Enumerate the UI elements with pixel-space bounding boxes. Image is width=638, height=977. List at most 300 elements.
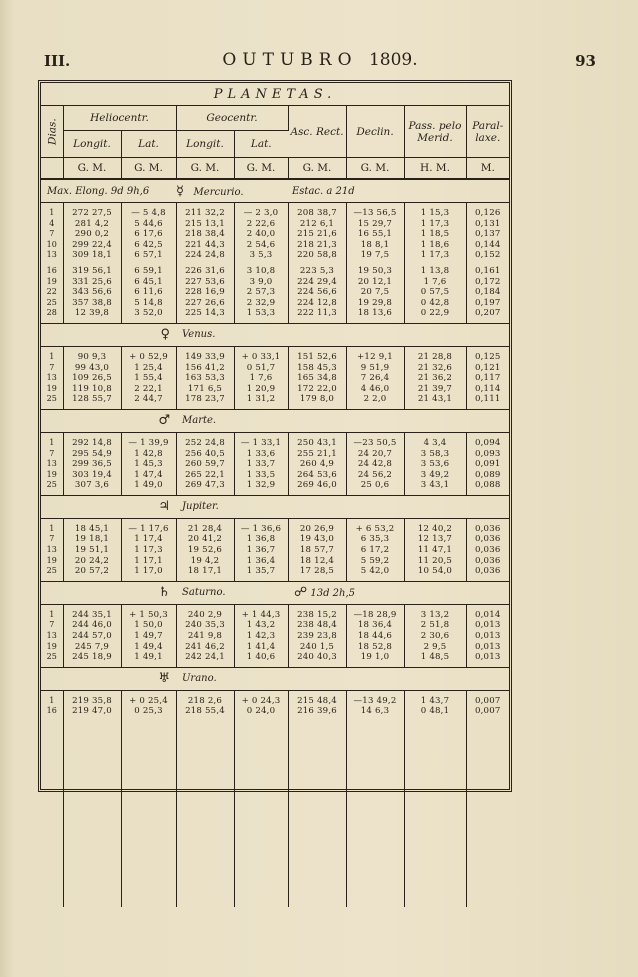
day-cell: 13 [41, 631, 63, 642]
day-cell: 7 [41, 449, 63, 460]
value-cell: 19 29,8 [346, 298, 404, 309]
mercury-rows-b [41, 266, 509, 319]
value-cell: 21 36,2 [404, 373, 466, 384]
day-cell: 7 [41, 229, 63, 240]
value-cell: 0,036 [474, 566, 501, 577]
value-cell: 2 44,7 [121, 394, 176, 405]
value-cell: 242 24,1 [176, 652, 234, 663]
unit: G. M. [176, 158, 234, 180]
page-title: OUTUBRO 1809. [222, 50, 418, 70]
value-cell: — 1 36,6 [234, 524, 288, 535]
saturn-opposition-note: 13d 2h,5 [310, 588, 356, 600]
mars-rows [41, 438, 509, 491]
value-cell: 319 56,1 [63, 266, 121, 277]
value-cell: 240 40,3 [288, 652, 346, 663]
day-cell: 1 [41, 352, 63, 363]
day-cell: 13 [41, 545, 63, 556]
value-cell: + 0 24,3 [234, 696, 288, 707]
value-cell: 1 17,3 [404, 219, 466, 230]
value-cell: 19 7,5 [346, 250, 404, 261]
value-cell: 1 45,3 [121, 459, 176, 470]
value-cell: 219 35,8 [63, 696, 121, 707]
value-cell: —23 50,5 [346, 438, 404, 449]
day-cell: 19 [41, 642, 63, 653]
header-dias: Dias. [41, 106, 63, 158]
day-cell: 13 [41, 459, 63, 470]
value-cell: 0,152 [474, 250, 501, 261]
value-cell: 5 14,8 [121, 298, 176, 309]
day-cell: 19 [41, 556, 63, 567]
table-row [41, 277, 509, 288]
value-cell: 1 15,3 [404, 208, 466, 219]
value-cell: 1 18,6 [404, 240, 466, 251]
value-cell: + 0 52,9 [121, 352, 176, 363]
value-cell: 21 43,1 [404, 394, 466, 405]
value-cell: 1 43,7 [404, 696, 466, 707]
table-row [41, 219, 509, 230]
table-title: PLANETAS. [41, 83, 509, 106]
value-cell: 158 45,3 [288, 363, 346, 374]
value-cell: 220 58,8 [288, 250, 346, 261]
value-cell: 3 9,0 [234, 277, 288, 288]
value-cell: 6 45,1 [121, 277, 176, 288]
value-cell: 21 28,4 [176, 524, 234, 535]
table-row [41, 480, 509, 491]
value-cell: 281 4,2 [63, 219, 121, 230]
value-cell: 0 25,3 [121, 706, 176, 717]
value-cell: 3 58,3 [404, 449, 466, 460]
table-row [41, 534, 509, 545]
saturn-name: Saturno. [176, 581, 288, 604]
day-cell: 13 [41, 250, 63, 261]
table-row [41, 287, 509, 298]
value-cell: 3 49,2 [404, 470, 466, 481]
value-cell: 5 44,6 [121, 219, 176, 230]
value-cell: 1 33,7 [234, 459, 288, 470]
value-cell: 227 53,6 [176, 277, 234, 288]
header-declination: Declin. [346, 106, 404, 158]
value-cell: 12 40,2 [404, 524, 466, 535]
value-cell: 19 43,0 [288, 534, 346, 545]
value-cell: 290 0,2 [63, 229, 121, 240]
header-geo-lat: Lat. [234, 131, 288, 158]
value-cell: 19 1,0 [346, 652, 404, 663]
value-cell: 18 45,1 [63, 524, 121, 535]
table-row [41, 566, 509, 577]
day-cell: 28 [41, 308, 63, 319]
value-cell: 218 2,6 [176, 696, 234, 707]
table-row [41, 250, 509, 261]
value-cell: 0,093 [474, 448, 501, 459]
value-cell: 3 10,8 [234, 266, 288, 277]
value-cell: 156 41,2 [176, 363, 234, 374]
value-cell: 0,121 [474, 362, 501, 373]
value-cell: 18 36,4 [346, 620, 404, 631]
day-cell: 19 [41, 470, 63, 481]
value-cell: 20 57,2 [63, 566, 121, 577]
value-cell: 0 42,8 [404, 298, 466, 309]
value-cell: +12 9,1 [346, 352, 404, 363]
value-cell: 0 48,1 [404, 706, 466, 717]
value-cell: 226 31,6 [176, 266, 234, 277]
value-cell: 0,091 [474, 459, 501, 470]
value-cell: 299 36,5 [63, 459, 121, 470]
value-cell: 18 8,1 [346, 240, 404, 251]
value-cell: 0,125 [474, 351, 501, 362]
value-cell: 1 53,3 [234, 308, 288, 319]
value-cell: 99 43,0 [63, 363, 121, 374]
value-cell: 238 48,4 [288, 620, 346, 631]
day-cell: 16 [41, 706, 63, 717]
value-cell: 0,007 [474, 695, 501, 706]
value-cell: 21 32,6 [404, 363, 466, 374]
table-row [41, 470, 509, 481]
table-row [41, 394, 509, 405]
value-cell: 0,161 [474, 265, 501, 276]
value-cell: 19 50,3 [346, 266, 404, 277]
value-cell: 6 59,1 [121, 266, 176, 277]
day-cell: 19 [41, 277, 63, 288]
table-row [41, 459, 509, 470]
day-cell: 25 [41, 298, 63, 309]
unit: G. M. [121, 158, 176, 180]
value-cell: 6 35,3 [346, 534, 404, 545]
value-cell: 12 13,7 [404, 534, 466, 545]
value-cell: 20 24,2 [63, 556, 121, 567]
value-cell: 6 11,6 [121, 287, 176, 298]
value-cell: 255 21,1 [288, 449, 346, 460]
day-cell: 7 [41, 363, 63, 374]
value-cell: 19 18,1 [63, 534, 121, 545]
uranus-rows [41, 696, 509, 717]
running-head [40, 50, 600, 74]
value-cell: 264 53,6 [288, 470, 346, 481]
value-cell: 1 18,5 [404, 229, 466, 240]
value-cell: 250 43,1 [288, 438, 346, 449]
table-row [41, 229, 509, 240]
section-number: III. [44, 52, 71, 70]
table-row [41, 266, 509, 277]
value-cell: 0,131 [474, 218, 501, 229]
table-row [41, 449, 509, 460]
day-cell: 13 [41, 373, 63, 384]
table-row [41, 706, 509, 717]
table-row [41, 610, 509, 621]
value-cell: 0,013 [474, 652, 501, 663]
value-cell: 6 57,1 [121, 250, 176, 261]
mercury-station-note: Estac. a 21d [288, 179, 509, 203]
value-cell: 24 42,8 [346, 459, 404, 470]
value-cell: 18 12,4 [288, 556, 346, 567]
value-cell: —13 49,2 [346, 696, 404, 707]
value-cell: 269 46,0 [288, 480, 346, 491]
value-cell: 228 16,9 [176, 287, 234, 298]
value-cell: 5 42,0 [346, 566, 404, 577]
value-cell: 240 35,3 [176, 620, 234, 631]
value-cell: 1 7,6 [234, 373, 288, 384]
value-cell: 224 29,4 [288, 277, 346, 288]
value-cell: 0 57,5 [404, 287, 466, 298]
value-cell: 5 59,2 [346, 556, 404, 567]
value-cell: 224 56,6 [288, 287, 346, 298]
value-cell: 215 13,1 [176, 219, 234, 230]
value-cell: 260 4,9 [288, 459, 346, 470]
value-cell: 1 47,4 [121, 470, 176, 481]
value-cell: 216 39,6 [288, 706, 346, 717]
table-row [41, 384, 509, 395]
value-cell: 163 53,3 [176, 373, 234, 384]
value-cell: 3 43,1 [404, 480, 466, 491]
value-cell: 0 24,0 [234, 706, 288, 717]
table-row [41, 352, 509, 363]
table-row [41, 556, 509, 567]
value-cell: 224 24,8 [176, 250, 234, 261]
value-cell: + 6 53,2 [346, 524, 404, 535]
value-cell: 2 30,6 [404, 631, 466, 642]
value-cell: 4 3,4 [404, 438, 466, 449]
value-cell: 18 17,1 [176, 566, 234, 577]
value-cell: 1 17,1 [121, 556, 176, 567]
day-cell: 16 [41, 266, 63, 277]
unit: G. M. [234, 158, 288, 180]
value-cell: 0,036 [474, 555, 501, 566]
value-cell: 19 51,1 [63, 545, 121, 556]
header-geo-longit: Longit. [176, 131, 234, 158]
value-cell: 1 17,3 [404, 250, 466, 261]
mercury-elongation-note: Max. Elong. 9d 9h,6 [41, 179, 176, 203]
value-cell: 212 6,1 [288, 219, 346, 230]
value-cell: 1 42,8 [121, 449, 176, 460]
opposition-icon: ☍ [294, 585, 308, 601]
uranus-name: Urano. [176, 667, 509, 690]
day-cell: 1 [41, 438, 63, 449]
value-cell: 0 51,7 [234, 363, 288, 374]
value-cell: 1 49,7 [121, 631, 176, 642]
day-cell: 7 [41, 534, 63, 545]
saturn-rows [41, 610, 509, 663]
value-cell: 25 0,6 [346, 480, 404, 491]
value-cell: 6 42,5 [121, 240, 176, 251]
value-cell: 0,111 [474, 394, 501, 405]
value-cell: 12 39,8 [63, 308, 121, 319]
mercury-rows-a [41, 208, 509, 261]
table-row [41, 642, 509, 653]
venus-rows [41, 352, 509, 405]
value-cell: 109 26,5 [63, 373, 121, 384]
value-cell: 16 55,1 [346, 229, 404, 240]
value-cell: 215 48,4 [288, 696, 346, 707]
header-meridian-passage: Pass. pelo Merid. [404, 106, 466, 158]
value-cell: — 1 33,1 [234, 438, 288, 449]
value-cell: 1 17,0 [121, 566, 176, 577]
value-cell: 0,013 [474, 620, 501, 631]
header-heliocentric: Heliocentr. [63, 106, 176, 131]
unit: G. M. [288, 158, 346, 180]
value-cell: 20 41,2 [176, 534, 234, 545]
value-cell: 1 48,5 [404, 652, 466, 663]
value-cell: + 1 44,3 [234, 610, 288, 621]
value-cell: 1 33,6 [234, 449, 288, 460]
value-cell: 0,014 [474, 609, 501, 620]
day-cell: 25 [41, 652, 63, 663]
value-cell: 11 20,5 [404, 556, 466, 567]
table-row [41, 631, 509, 642]
value-cell: 1 41,4 [234, 642, 288, 653]
value-cell: 238 15,2 [288, 610, 346, 621]
header-asc-rect: Asc. Rect. [288, 106, 346, 158]
table-row [41, 652, 509, 663]
value-cell: 219 47,0 [63, 706, 121, 717]
value-cell: 14 6,3 [346, 706, 404, 717]
value-cell: 272 27,5 [63, 208, 121, 219]
value-cell: 2 22,1 [121, 384, 176, 395]
header-parallax: Paral- laxe. [466, 106, 509, 158]
value-cell: 20 26,9 [288, 524, 346, 535]
value-cell: 0,036 [474, 523, 501, 534]
value-cell: 21 39,7 [404, 384, 466, 395]
value-cell: 0,144 [474, 239, 501, 250]
saturn-symbol-icon: ♄ [158, 585, 170, 601]
value-cell: 252 24,8 [176, 438, 234, 449]
value-cell: 0 22,9 [404, 308, 466, 319]
value-cell: 3 13,2 [404, 610, 466, 621]
value-cell: 18 52,8 [346, 642, 404, 653]
value-cell: 215 21,6 [288, 229, 346, 240]
value-cell: 10 54,0 [404, 566, 466, 577]
value-cell: 1 7,6 [404, 277, 466, 288]
value-cell: 221 44,3 [176, 240, 234, 251]
value-cell: 357 38,8 [63, 298, 121, 309]
value-cell: 178 23,7 [176, 394, 234, 405]
value-cell: — 5 4,8 [121, 208, 176, 219]
jupiter-symbol-icon: ♃ [158, 499, 170, 515]
value-cell: 244 57,0 [63, 631, 121, 642]
value-cell: 2 57,3 [234, 287, 288, 298]
table-row [41, 298, 509, 309]
venus-symbol-icon: ♀ [160, 327, 170, 343]
value-cell: 19 52,6 [176, 545, 234, 556]
mercury-symbol-icon: ☿ [176, 183, 184, 199]
value-cell: 2 2,0 [346, 394, 404, 405]
value-cell: 218 21,3 [288, 240, 346, 251]
table-row [41, 240, 509, 251]
value-cell: 0,117 [474, 373, 501, 384]
value-cell: 15 29,7 [346, 219, 404, 230]
table-row [41, 308, 509, 319]
value-cell: 20 7,5 [346, 287, 404, 298]
value-cell: 245 7,9 [63, 642, 121, 653]
value-cell: 295 54,9 [63, 449, 121, 460]
unit: G. M. [63, 158, 121, 180]
mercury-name: Mercurio. [193, 186, 244, 198]
jupiter-name: Jupiter. [176, 495, 509, 518]
value-cell: 20 12,1 [346, 277, 404, 288]
value-cell: 0,036 [474, 534, 501, 545]
header-helio-lat: Lat. [121, 131, 176, 158]
value-cell: 331 25,6 [63, 277, 121, 288]
value-cell: 11 47,1 [404, 545, 466, 556]
value-cell: 165 34,8 [288, 373, 346, 384]
value-cell: 18 44,6 [346, 631, 404, 642]
value-cell: 265 22,1 [176, 470, 234, 481]
venus-name: Venus. [176, 323, 509, 346]
day-cell: 22 [41, 287, 63, 298]
day-cell: 25 [41, 480, 63, 491]
value-cell: 1 36,8 [234, 534, 288, 545]
value-cell: 299 22,4 [63, 240, 121, 251]
value-cell: 1 42,3 [234, 631, 288, 642]
unit: G. M. [346, 158, 404, 180]
value-cell: 18 13,6 [346, 308, 404, 319]
value-cell: 245 18,9 [63, 652, 121, 663]
value-cell: 0,184 [474, 287, 501, 298]
value-cell: 240 1,5 [288, 642, 346, 653]
value-cell: 3 5,3 [234, 250, 288, 261]
value-cell: 7 26,4 [346, 373, 404, 384]
value-cell: 223 5,3 [288, 266, 346, 277]
value-cell: 1 35,7 [234, 566, 288, 577]
table-row [41, 620, 509, 631]
value-cell: 244 46,0 [63, 620, 121, 631]
value-cell: 1 17,4 [121, 534, 176, 545]
value-cell: —13 56,5 [346, 208, 404, 219]
value-cell: 1 49,4 [121, 642, 176, 653]
value-cell: + 0 33,1 [234, 352, 288, 363]
value-cell: 0,207 [474, 308, 501, 319]
header-helio-longit: Longit. [63, 131, 121, 158]
unit: H. M. [404, 158, 466, 180]
value-cell: 241 46,2 [176, 642, 234, 653]
day-cell: 1 [41, 524, 63, 535]
day-cell: 25 [41, 394, 63, 405]
day-cell: 1 [41, 610, 63, 621]
page-number: 93 [575, 52, 596, 70]
value-cell: 343 56,6 [63, 287, 121, 298]
value-cell: 0,094 [474, 437, 501, 448]
value-cell: 21 28,8 [404, 352, 466, 363]
value-cell: 222 11,3 [288, 308, 346, 319]
value-cell: 0,197 [474, 297, 501, 308]
value-cell: 6 17,6 [121, 229, 176, 240]
value-cell: 0,089 [474, 469, 501, 480]
table-row [41, 696, 509, 707]
day-cell: 10 [41, 240, 63, 251]
value-cell: 1 33,5 [234, 470, 288, 481]
value-cell: 1 49,1 [121, 652, 176, 663]
value-cell: 241 9,8 [176, 631, 234, 642]
value-cell: 269 47,3 [176, 480, 234, 491]
value-cell: 90 9,3 [63, 352, 121, 363]
mars-symbol-icon: ♂ [158, 413, 170, 429]
value-cell: 151 52,6 [288, 352, 346, 363]
table-row [41, 524, 509, 535]
day-cell: 4 [41, 219, 63, 230]
value-cell: 303 19,4 [63, 470, 121, 481]
value-cell: 0,036 [474, 545, 501, 556]
value-cell: 1 17,3 [121, 545, 176, 556]
value-cell: 307 3,6 [63, 480, 121, 491]
value-cell: 128 55,7 [63, 394, 121, 405]
jupiter-rows [41, 524, 509, 577]
value-cell: 239 23,8 [288, 631, 346, 642]
value-cell: 1 49,0 [121, 480, 176, 491]
uranus-symbol-icon: ♅ [158, 671, 170, 687]
value-cell: 2 32,9 [234, 298, 288, 309]
value-cell: 1 36,4 [234, 556, 288, 567]
value-cell: 24 56,2 [346, 470, 404, 481]
value-cell: 218 38,4 [176, 229, 234, 240]
value-cell: 211 32,2 [176, 208, 234, 219]
